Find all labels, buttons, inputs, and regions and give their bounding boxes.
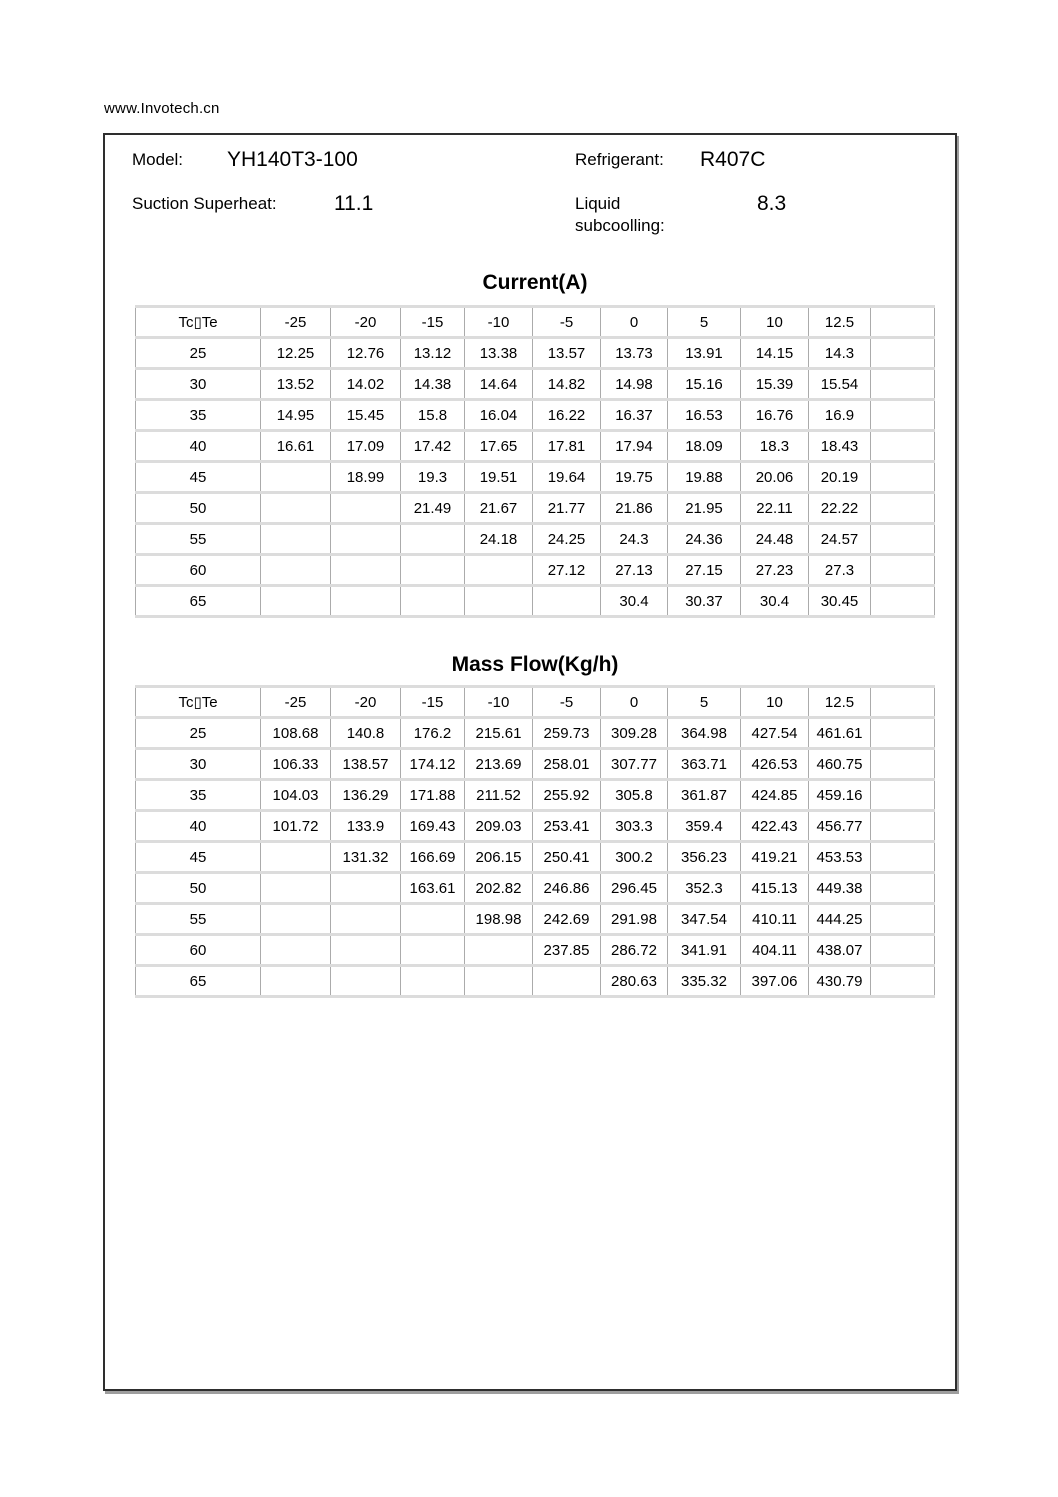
datasheet-frame: [103, 133, 957, 1391]
current-table: [135, 305, 935, 618]
value-cell: 15.16: [667, 370, 740, 398]
value-cell: 430.79: [808, 967, 870, 995]
table-row: [135, 525, 935, 553]
col-header-cell: -20: [330, 688, 400, 716]
value-cell: [870, 936, 935, 964]
col-header-cell: -10: [464, 308, 532, 336]
value-cell: 12.76: [330, 339, 400, 367]
col-header-cell: 12.5: [808, 308, 870, 336]
value-cell: 246.86: [532, 874, 600, 902]
table-row: [135, 874, 935, 902]
value-cell: [260, 494, 330, 522]
current-table-title: Current(A): [482, 271, 588, 294]
col-header-cell: 12.5: [808, 688, 870, 716]
value-cell: 16.9: [808, 401, 870, 429]
value-cell: [400, 905, 464, 933]
table-row: [135, 339, 935, 367]
value-cell: [400, 556, 464, 584]
col-header-cell: -25: [260, 308, 330, 336]
value-cell: 17.65: [464, 432, 532, 460]
col-header-cell: -10: [464, 688, 532, 716]
value-cell: [260, 843, 330, 871]
value-cell: 397.06: [740, 967, 808, 995]
value-cell: 27.13: [600, 556, 667, 584]
col-header-cell: -15: [400, 688, 464, 716]
value-cell: [260, 936, 330, 964]
value-cell: [464, 936, 532, 964]
table-row: [135, 587, 935, 615]
value-cell: 363.71: [667, 750, 740, 778]
table-row: [135, 494, 935, 522]
value-cell: 24.48: [740, 525, 808, 553]
row-header-cell: 60: [135, 556, 260, 584]
value-cell: 22.11: [740, 494, 808, 522]
value-cell: [532, 587, 600, 615]
value-cell: 27.15: [667, 556, 740, 584]
value-cell: 18.09: [667, 432, 740, 460]
col-header-cell: -15: [400, 308, 464, 336]
value-cell: 15.8: [400, 401, 464, 429]
value-cell: 427.54: [740, 719, 808, 747]
col-header-cell: 0: [600, 688, 667, 716]
value-cell: 15.54: [808, 370, 870, 398]
table-row: [135, 463, 935, 491]
row-header-cell: 25: [135, 339, 260, 367]
value-cell: [870, 967, 935, 995]
value-cell: [870, 874, 935, 902]
value-cell: 410.11: [740, 905, 808, 933]
value-cell: 202.82: [464, 874, 532, 902]
mass-flow-table-container: [135, 685, 935, 998]
col-header-cell: 5: [667, 308, 740, 336]
value-cell: 13.38: [464, 339, 532, 367]
col-header-cell: -5: [532, 688, 600, 716]
value-cell: 138.57: [330, 750, 400, 778]
value-cell: 419.21: [740, 843, 808, 871]
value-cell: [870, 370, 935, 398]
value-cell: [870, 781, 935, 809]
value-cell: 453.53: [808, 843, 870, 871]
value-cell: 133.9: [330, 812, 400, 840]
value-cell: 341.91: [667, 936, 740, 964]
value-cell: 359.4: [667, 812, 740, 840]
row-header-cell: 65: [135, 587, 260, 615]
value-cell: 307.77: [600, 750, 667, 778]
value-cell: 101.72: [260, 812, 330, 840]
row-header-cell: 45: [135, 463, 260, 491]
value-cell: 27.12: [532, 556, 600, 584]
value-cell: 438.07: [808, 936, 870, 964]
value-cell: 198.98: [464, 905, 532, 933]
row-header-cell: 55: [135, 905, 260, 933]
value-cell: 242.69: [532, 905, 600, 933]
value-cell: 255.92: [532, 781, 600, 809]
value-cell: 22.22: [808, 494, 870, 522]
row-header-cell: 55: [135, 525, 260, 553]
col-header-cell: -20: [330, 308, 400, 336]
value-cell: 13.57: [532, 339, 600, 367]
value-cell: 444.25: [808, 905, 870, 933]
value-cell: [532, 967, 600, 995]
model-value: YH140T3-100: [227, 148, 358, 171]
value-cell: [400, 936, 464, 964]
value-cell: 300.2: [600, 843, 667, 871]
value-cell: 422.43: [740, 812, 808, 840]
value-cell: 19.64: [532, 463, 600, 491]
value-cell: 169.43: [400, 812, 464, 840]
value-cell: [464, 967, 532, 995]
table-row: [135, 905, 935, 933]
liquid-subcooling-label: Liquid subcoolling:: [575, 194, 665, 236]
value-cell: 14.02: [330, 370, 400, 398]
table-row: [135, 370, 935, 398]
value-cell: 13.52: [260, 370, 330, 398]
value-cell: 291.98: [600, 905, 667, 933]
value-cell: 16.04: [464, 401, 532, 429]
value-cell: 21.77: [532, 494, 600, 522]
value-cell: [330, 556, 400, 584]
value-cell: 27.3: [808, 556, 870, 584]
value-cell: 14.82: [532, 370, 600, 398]
value-cell: 460.75: [808, 750, 870, 778]
table-row: [135, 432, 935, 460]
liquid-subcooling-value: 8.3: [757, 192, 787, 215]
value-cell: [260, 525, 330, 553]
value-cell: 140.8: [330, 719, 400, 747]
value-cell: 27.23: [740, 556, 808, 584]
col-header-cell: 10: [740, 688, 808, 716]
value-cell: 104.03: [260, 781, 330, 809]
value-cell: [464, 587, 532, 615]
suction-superheat-label: Suction Superheat:: [132, 194, 277, 213]
value-cell: 404.11: [740, 936, 808, 964]
value-cell: 14.15: [740, 339, 808, 367]
value-cell: 16.53: [667, 401, 740, 429]
value-cell: 24.36: [667, 525, 740, 553]
value-cell: 174.12: [400, 750, 464, 778]
value-cell: 347.54: [667, 905, 740, 933]
row-header-cell: 35: [135, 401, 260, 429]
header-row: [135, 308, 935, 336]
value-cell: 449.38: [808, 874, 870, 902]
value-cell: 456.77: [808, 812, 870, 840]
value-cell: 16.76: [740, 401, 808, 429]
value-cell: 106.33: [260, 750, 330, 778]
value-cell: [870, 719, 935, 747]
mass-flow-table-title: Mass Flow(Kg/h): [451, 653, 619, 676]
row-header-cell: 40: [135, 432, 260, 460]
value-cell: 12.25: [260, 339, 330, 367]
value-cell: 21.86: [600, 494, 667, 522]
value-cell: 30.45: [808, 587, 870, 615]
value-cell: [400, 587, 464, 615]
value-cell: [330, 874, 400, 902]
table-row: [135, 967, 935, 995]
value-cell: 16.61: [260, 432, 330, 460]
value-cell: 250.41: [532, 843, 600, 871]
row-header-cell: 60: [135, 936, 260, 964]
refrigerant-label: Refrigerant:: [575, 150, 664, 169]
value-cell: 309.28: [600, 719, 667, 747]
value-cell: 296.45: [600, 874, 667, 902]
value-cell: 21.49: [400, 494, 464, 522]
value-cell: 108.68: [260, 719, 330, 747]
col-header-cell: -5: [532, 308, 600, 336]
table-row: [135, 812, 935, 840]
value-cell: [260, 905, 330, 933]
corner-header-cell: Tc▯Te: [135, 308, 260, 336]
value-cell: 280.63: [600, 967, 667, 995]
corner-header-cell: Tc▯Te: [135, 688, 260, 716]
value-cell: 17.94: [600, 432, 667, 460]
table-row: [135, 843, 935, 871]
value-cell: 14.95: [260, 401, 330, 429]
value-cell: 459.16: [808, 781, 870, 809]
table-row: [135, 781, 935, 809]
col-header-cell: -25: [260, 688, 330, 716]
row-header-cell: 40: [135, 812, 260, 840]
value-cell: 30.4: [740, 587, 808, 615]
value-cell: [330, 587, 400, 615]
model-label: Model:: [132, 150, 184, 169]
value-cell: [260, 874, 330, 902]
value-cell: 19.51: [464, 463, 532, 491]
value-cell: 17.42: [400, 432, 464, 460]
value-cell: 19.88: [667, 463, 740, 491]
value-cell: 21.95: [667, 494, 740, 522]
value-cell: 14.38: [400, 370, 464, 398]
table-row: [135, 936, 935, 964]
row-header-cell: 30: [135, 370, 260, 398]
col-header-cell: 10: [740, 308, 808, 336]
value-cell: [870, 463, 935, 491]
value-cell: 461.61: [808, 719, 870, 747]
value-cell: 19.75: [600, 463, 667, 491]
value-cell: 259.73: [532, 719, 600, 747]
value-cell: 424.85: [740, 781, 808, 809]
col-header-cell: 0: [600, 308, 667, 336]
value-cell: 15.45: [330, 401, 400, 429]
value-cell: 16.37: [600, 401, 667, 429]
value-cell: [330, 967, 400, 995]
value-cell: [870, 556, 935, 584]
value-cell: 18.3: [740, 432, 808, 460]
col-header-cell: [870, 688, 935, 716]
row-header-cell: 35: [135, 781, 260, 809]
row-header-cell: 45: [135, 843, 260, 871]
value-cell: [464, 556, 532, 584]
value-cell: [400, 967, 464, 995]
value-cell: [870, 339, 935, 367]
value-cell: 14.98: [600, 370, 667, 398]
value-cell: 209.03: [464, 812, 532, 840]
row-header-cell: 30: [135, 750, 260, 778]
value-cell: 131.32: [330, 843, 400, 871]
site-url-text: www.Invotech.cn: [104, 100, 220, 117]
value-cell: 215.61: [464, 719, 532, 747]
current-table-container: [135, 305, 935, 618]
value-cell: 15.39: [740, 370, 808, 398]
value-cell: 253.41: [532, 812, 600, 840]
row-header-cell: 65: [135, 967, 260, 995]
value-cell: 258.01: [532, 750, 600, 778]
value-cell: 24.3: [600, 525, 667, 553]
value-cell: [870, 843, 935, 871]
value-cell: [330, 525, 400, 553]
value-cell: 176.2: [400, 719, 464, 747]
value-cell: 237.85: [532, 936, 600, 964]
value-cell: 211.52: [464, 781, 532, 809]
value-cell: 303.3: [600, 812, 667, 840]
table-row: [135, 750, 935, 778]
row-header-cell: 50: [135, 494, 260, 522]
mass-flow-table: [135, 685, 935, 998]
value-cell: [870, 587, 935, 615]
value-cell: 352.3: [667, 874, 740, 902]
refrigerant-value: R407C: [700, 148, 766, 171]
value-cell: 16.22: [532, 401, 600, 429]
value-cell: 19.3: [400, 463, 464, 491]
value-cell: [870, 525, 935, 553]
value-cell: [330, 905, 400, 933]
value-cell: 415.13: [740, 874, 808, 902]
table-row: [135, 556, 935, 584]
value-cell: 24.18: [464, 525, 532, 553]
value-cell: [260, 587, 330, 615]
header-row: [135, 688, 935, 716]
value-cell: [260, 556, 330, 584]
value-cell: 17.09: [330, 432, 400, 460]
col-header-cell: 5: [667, 688, 740, 716]
table-row: [135, 401, 935, 429]
value-cell: 18.99: [330, 463, 400, 491]
value-cell: 171.88: [400, 781, 464, 809]
value-cell: 24.25: [532, 525, 600, 553]
value-cell: [400, 525, 464, 553]
value-cell: [870, 905, 935, 933]
row-header-cell: 50: [135, 874, 260, 902]
value-cell: 335.32: [667, 967, 740, 995]
table-row: [135, 719, 935, 747]
value-cell: 17.81: [532, 432, 600, 460]
value-cell: [870, 812, 935, 840]
suction-superheat-value: 11.1: [334, 192, 374, 215]
value-cell: 213.69: [464, 750, 532, 778]
value-cell: 136.29: [330, 781, 400, 809]
value-cell: [330, 494, 400, 522]
value-cell: 361.87: [667, 781, 740, 809]
value-cell: 206.15: [464, 843, 532, 871]
value-cell: 356.23: [667, 843, 740, 871]
value-cell: 14.64: [464, 370, 532, 398]
value-cell: 20.19: [808, 463, 870, 491]
value-cell: 24.57: [808, 525, 870, 553]
value-cell: 14.3: [808, 339, 870, 367]
value-cell: 13.73: [600, 339, 667, 367]
value-cell: 30.4: [600, 587, 667, 615]
col-header-cell: [870, 308, 935, 336]
value-cell: 286.72: [600, 936, 667, 964]
row-header-cell: 25: [135, 719, 260, 747]
value-cell: 21.67: [464, 494, 532, 522]
value-cell: 426.53: [740, 750, 808, 778]
value-cell: [260, 463, 330, 491]
value-cell: 13.91: [667, 339, 740, 367]
value-cell: [260, 967, 330, 995]
value-cell: [870, 750, 935, 778]
value-cell: 30.37: [667, 587, 740, 615]
value-cell: 18.43: [808, 432, 870, 460]
value-cell: 20.06: [740, 463, 808, 491]
value-cell: [330, 936, 400, 964]
value-cell: [870, 494, 935, 522]
value-cell: 166.69: [400, 843, 464, 871]
value-cell: 364.98: [667, 719, 740, 747]
value-cell: 305.8: [600, 781, 667, 809]
value-cell: 163.61: [400, 874, 464, 902]
value-cell: 13.12: [400, 339, 464, 367]
value-cell: [870, 432, 935, 460]
value-cell: [870, 401, 935, 429]
